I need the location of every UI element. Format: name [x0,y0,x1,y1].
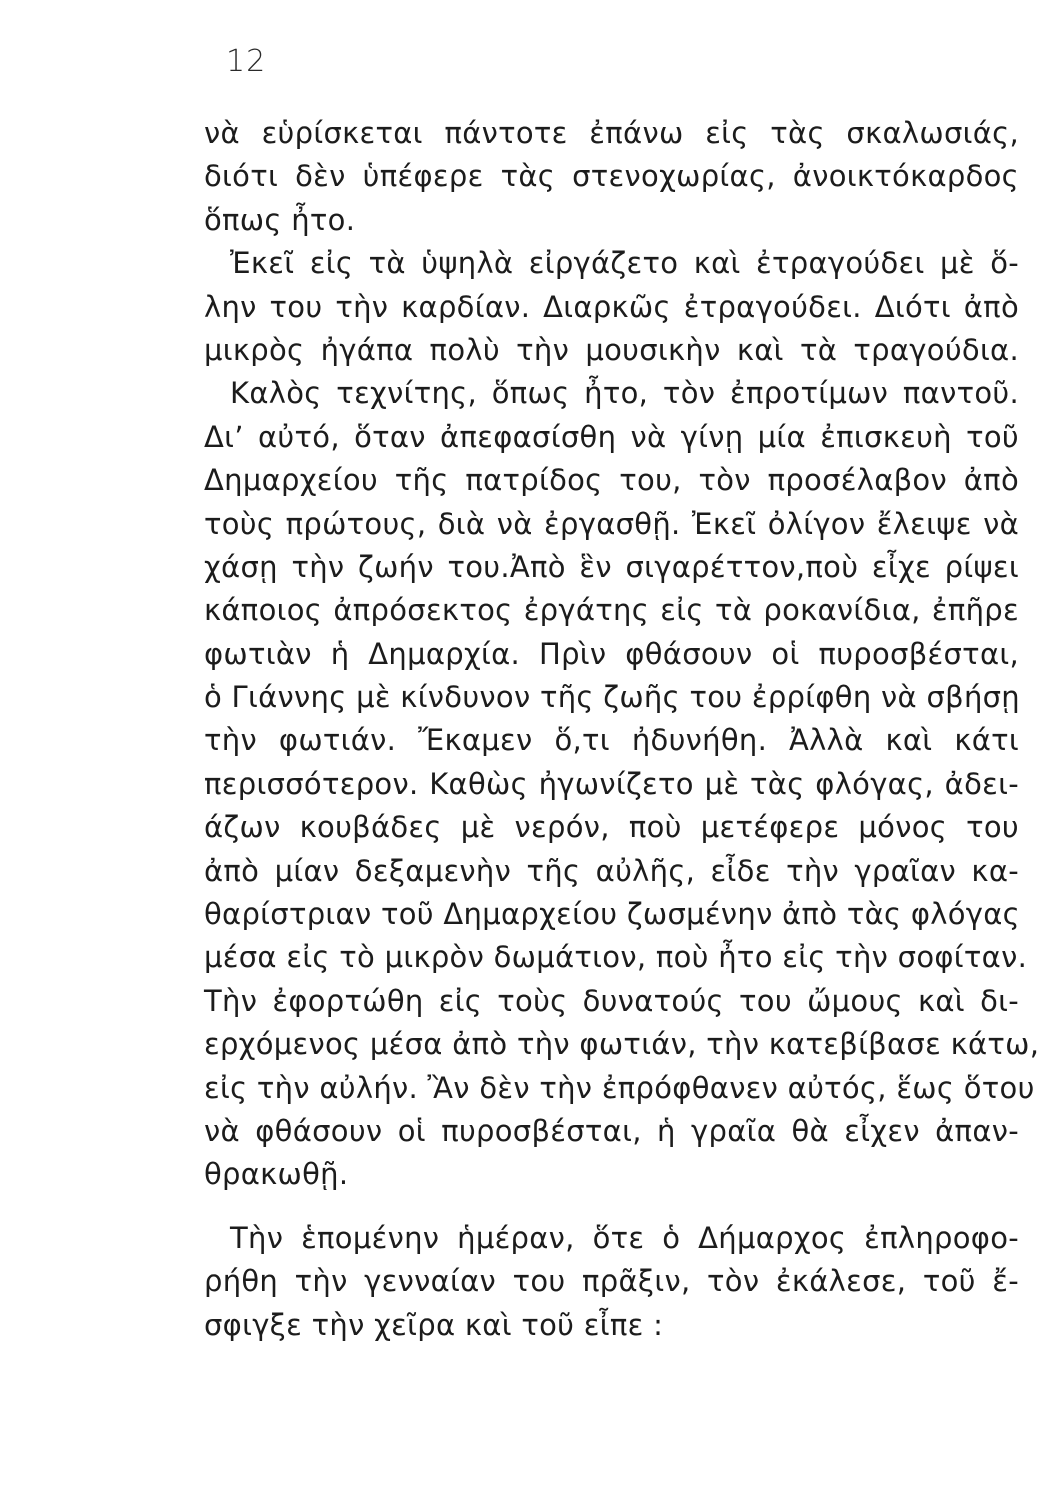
text-line: περισσότερον. Καθὼς ἠγωνίζετο μὲ τὰς φλόγας, ἀδει- [204,766,1019,801]
text-line: ὁ Γιάννης μὲ κίνδυνον τῆς ζωῆς του ἐρρίφθη νὰ σβήσῃ [204,680,1020,715]
text-line: κάποιος ἀπρόσεκτος ἐργάτης εἰς τὰ ροκανίδια, ἐπῆρε [204,593,1019,628]
text-line: νὰ φθάσουν οἱ πυροσβέσται, ἡ γραῖα θὰ εἶχεν ἀπαν- [204,1113,1019,1148]
text-line: Δι’ αὐτό, ὅταν ἀπεφασίσθη νὰ γίνῃ μία ἐπισκευὴ τοῦ [204,419,1019,454]
text-line: εἰς τὴν αὐλήν. Ἂν δὲν τὴν ἐπρόφθανεν αὐτός, ἕως ὅτου [204,1070,1035,1105]
text-line: λην του τὴν καρδίαν. Διαρκῶς ἐτραγούδει. Διότι ἀπὸ [204,289,1019,324]
text-line: νὰ εὑρίσκεται πάντοτε ἐπάνω εἰς τὰς σκαλωσιάς, [204,116,1019,150]
text-line: θαρίστριαν τοῦ Δημαρχείου ζωσμένην ἀπὸ τὰς φλόγας [204,897,1020,932]
text-line: τοὺς πρώτους, διὰ νὰ ἐργασθῇ. Ἐκεῖ ὀλίγον ἔλειψε νὰ [204,506,1019,541]
text-line: άζων κουβάδες μὲ νερόν, ποὺ μετέφερε μόνος του [204,810,1019,845]
text-line: Ἐκεῖ εἰς τὰ ὑψηλὰ εἰργάζετο καὶ ἐτραγούδει μὲ ὅ- [230,246,1019,281]
text-line: φωτιὰν ἡ Δημαρχία. Πρὶν φθάσουν οἱ πυροσβέσται, [204,636,1019,671]
text-line: μέσα εἰς τὸ μικρὸν δωμάτιον, ποὺ ἦτο εἰς τὴν σοφίταν. [204,940,1028,975]
text-line: Τὴν ἐφορτώθη εἰς τοὺς δυνατούς του ὤμους καὶ δι- [204,983,1019,1018]
text-line: Δημαρχείου τῆς πατρίδος του, τὸν προσέλαβον ἀπὸ [204,463,1019,498]
text-line: ρήθη τὴν γενναίαν του πρᾶξιν, τὸν ἐκάλεσε, τοῦ ἔ- [204,1264,1019,1299]
page-number: 12 [226,44,267,79]
text-line: ἀπὸ μίαν δεξαμενὴν τῆς αὐλῆς, εἶδε τὴν γραῖαν κα- [204,853,1019,888]
text-line: Τὴν ἑπομένην ἡμέραν, ὅτε ὁ Δήμαρχος ἐπληροφο- [230,1220,1019,1255]
text-line: χάσῃ τὴν ζωήν του.Ἀπὸ ἓν σιγαρέττον,ποὺ εἶχε ρίψει [204,549,1019,584]
text-line: σφιγξε τὴν χεῖρα καὶ τοῦ εἶπε : [204,1307,664,1342]
text-line: θρακωθῇ. [204,1157,349,1192]
paragraph-gap [204,1197,1019,1217]
text-line: τὴν φωτιάν. Ἔκαμεν ὅ,τι ἠδυνήθη. Ἀλλὰ καὶ κάτι [204,723,1019,758]
text-line: διότι δὲν ὑπέφερε τὰς στενοχωρίας, ἀνοικτόκαρδος [204,159,1019,194]
text-line: μικρὸς ἠγάπα πολὺ τὴν μουσικὴν καὶ τὰ τραγούδια. [204,332,1019,367]
text-line: Καλὸς τεχνίτης, ὅπως ἦτο, τὸν ἐπροτίμων παντοῦ. [230,376,1019,411]
text-line: ὅπως ἦτο. [204,202,356,237]
body-text [204,112,1040,1347]
text-line: ερχόμενος μέσα ἀπὸ τὴν φωτιάν, τὴν κατεβίβασε κάτω, [204,1027,1040,1062]
